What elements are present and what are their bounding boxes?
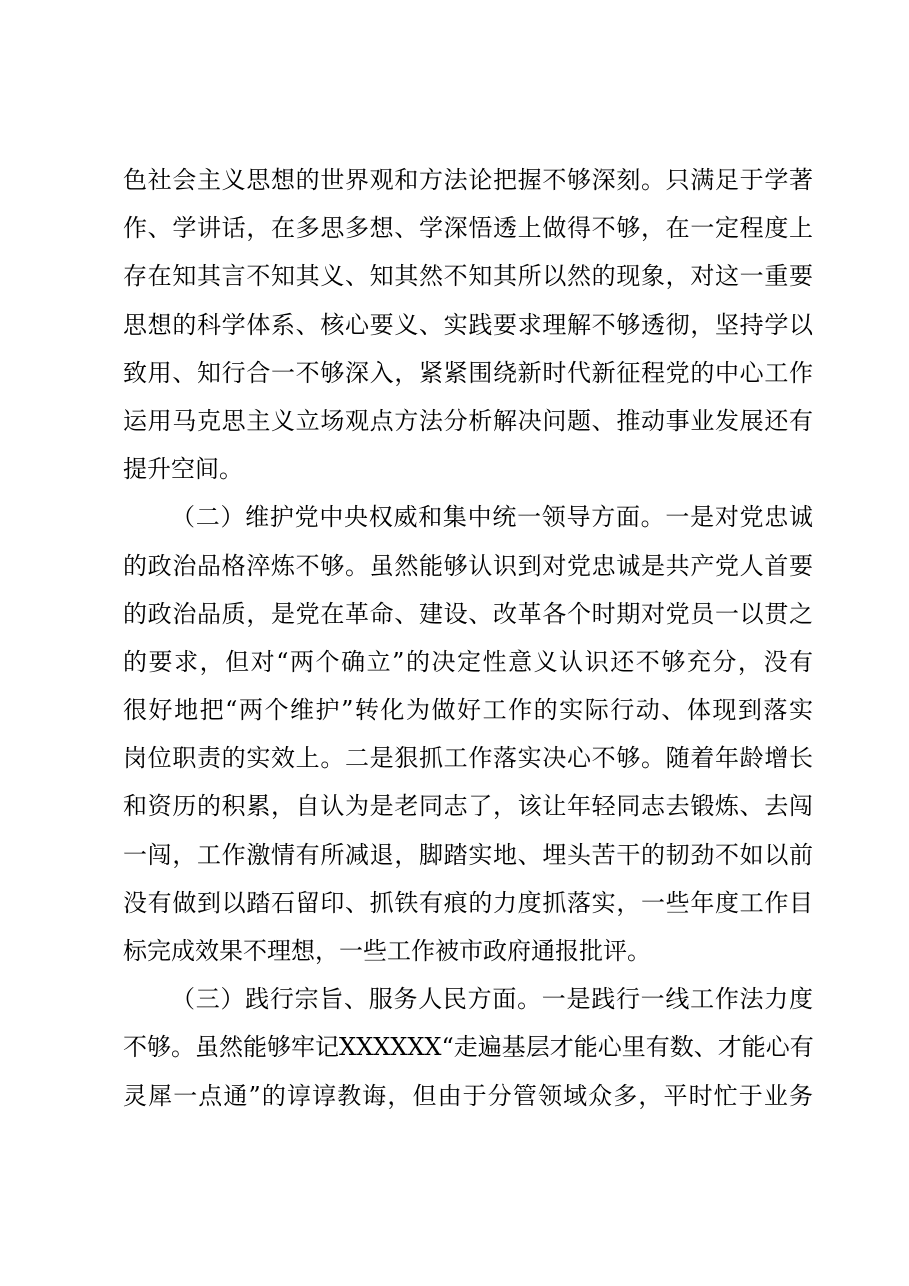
text-line: 致用、知行合一不够深入，紧紧围绕新时代新征程党的中心工作 — [123, 358, 813, 387]
text-line: 没有做到以踏石留印、抓铁有痕的力度抓落实，一些年度工作目 — [123, 888, 813, 917]
text-line: 作、学讲话，在多思多想、学深悟透上做得不够，在一定程度上 — [123, 214, 813, 243]
section-heading-line: （二）维护党中央权威和集中统一领导方面。一是对党忠诚 — [171, 503, 813, 532]
text-line: 存在知其言不知其义、知其然不知其所以然的现象，对这一重要 — [123, 262, 813, 291]
text-line: 标完成效果不理想，一些工作被市政府通报批评。 — [123, 937, 651, 965]
text-line: 岗位职责的实效上。二是狠抓工作落实决心不够。随着年龄增长 — [123, 744, 813, 773]
text-line: 提升空间。 — [123, 455, 243, 484]
body-text — [123, 156, 813, 1120]
text-line: 和资历的积累，自认为是老同志了，该让年轻同志去锻炼、去闯 — [123, 792, 813, 821]
text-line: 色社会主义思想的世界观和方法论把握不够深刻。只满足于学著 — [123, 166, 813, 194]
text-line: 的政治品格淬炼不够。虽然能够认识到对党忠诚是共产党人首要 — [123, 551, 813, 580]
text-line: 的要求，但对“两个确立”的决定性意义认识还不够充分，没有 — [123, 647, 813, 676]
text-line: 很好地把“两个维护”转化为做好工作的实际行动、体现到落实 — [123, 696, 813, 725]
text-line: 灵犀一点通”的谆谆教诲，但由于分管领域众多，平时忙于业务 — [123, 1081, 813, 1110]
text-line: 的政治品质，是党在革命、建设、改革各个时期对党员一以贯之 — [123, 599, 813, 628]
section-heading-line: （三）践行宗旨、服务人民方面。一是践行一线工作法力度 — [171, 985, 813, 1014]
text-line: 不够。虽然能够牢记XXXXXX“走遍基层才能心里有数、才能心有 — [123, 1033, 814, 1062]
text-line: 运用马克思主义立场观点方法分析解决问题、推动事业发展还有 — [123, 406, 813, 435]
text-line: 一闯，工作激情有所减退，脚踏实地、埋头苦干的韧劲不如以前 — [123, 840, 813, 869]
text-line: 思想的科学体系、核心要义、实践要求理解不够透彻，坚持学以 — [123, 310, 813, 339]
